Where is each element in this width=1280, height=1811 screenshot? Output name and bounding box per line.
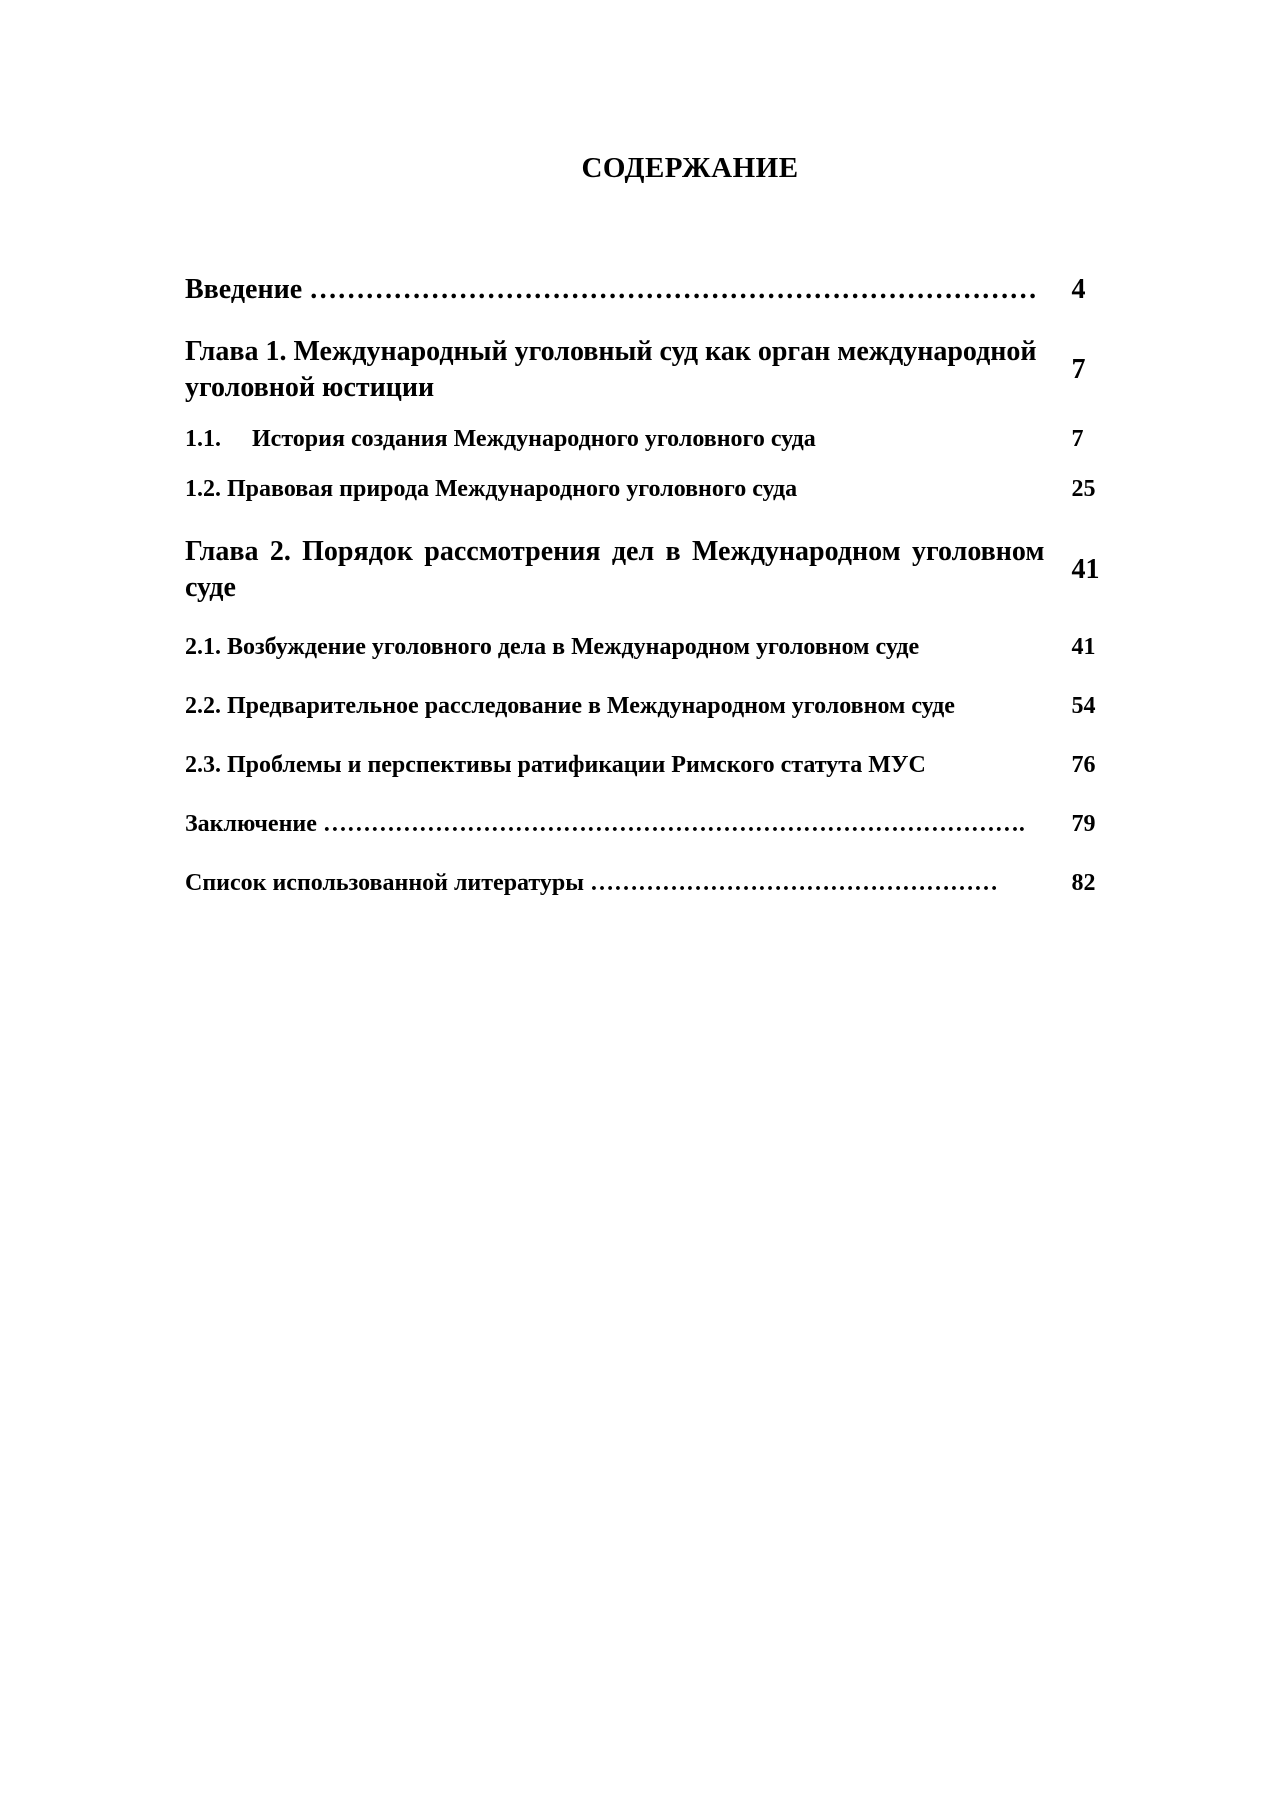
toc-entry-section-2-3[interactable]: [185, 750, 1120, 780]
toc-entry-chapter-2[interactable]: [185, 534, 1120, 606]
toc-entry-text: Глава 1. Международный уголовный суд как орган международной уголовной юстиции: [185, 336, 1037, 403]
toc-entry-text: Список использованной литературы ……………………………………………: [185, 870, 998, 896]
toc-page-number: 41: [1071, 634, 1096, 660]
toc-page-number: 41: [1071, 554, 1100, 585]
toc-entry-text: 1.2. Правовая природа Международного уголовного суда: [185, 476, 798, 502]
toc-entry-bibliography[interactable]: [185, 868, 1120, 898]
toc-page-number: 7: [1071, 354, 1086, 385]
page-title: СОДЕРЖАНИЕ: [581, 152, 799, 184]
toc-page-number: 54: [1071, 693, 1096, 719]
toc-entry-section-2-2[interactable]: [185, 691, 1120, 721]
toc-entry-text-wrap: [185, 424, 1044, 454]
toc-page-number: 7: [1071, 426, 1084, 452]
toc-page-number: 79: [1071, 811, 1096, 837]
toc-entry-text: 2.3. Проблемы и перспективы ратификации Римского статута МУС: [185, 752, 926, 778]
toc-page-number: 4: [1071, 274, 1086, 305]
toc-entry-text: 2.2. Предварительное расследование в Международном уголовном суде: [185, 693, 955, 719]
toc-entry-section-2-1[interactable]: [185, 632, 1120, 662]
toc-entry-text: Введение ……………………………………………………………………: [185, 274, 1038, 305]
toc-section-number: 1.1.: [185, 426, 221, 452]
toc-entry-conclusion[interactable]: [185, 809, 1120, 839]
toc-entry-text: Заключение …………………………………………………………………………….: [185, 811, 1025, 837]
toc-entry-text: История создания Международного уголовного суда: [252, 426, 816, 452]
toc-page-number: 25: [1071, 476, 1096, 502]
toc-entry-chapter-1[interactable]: [185, 334, 1120, 406]
toc-page-number: 82: [1071, 870, 1096, 896]
toc-entry-section-1-1[interactable]: [185, 424, 1120, 454]
table-of-contents: [185, 272, 1120, 898]
toc-entry-section-1-2[interactable]: [185, 474, 1120, 504]
toc-entry-text: Глава 2. Порядок рассмотрения дел в Международном уголовном суде: [185, 536, 1045, 603]
toc-entry-introduction[interactable]: [185, 272, 1120, 308]
toc-entry-text: 2.1. Возбуждение уголовного дела в Международном уголовном суде: [185, 634, 920, 660]
toc-page-number: 76: [1071, 752, 1096, 778]
